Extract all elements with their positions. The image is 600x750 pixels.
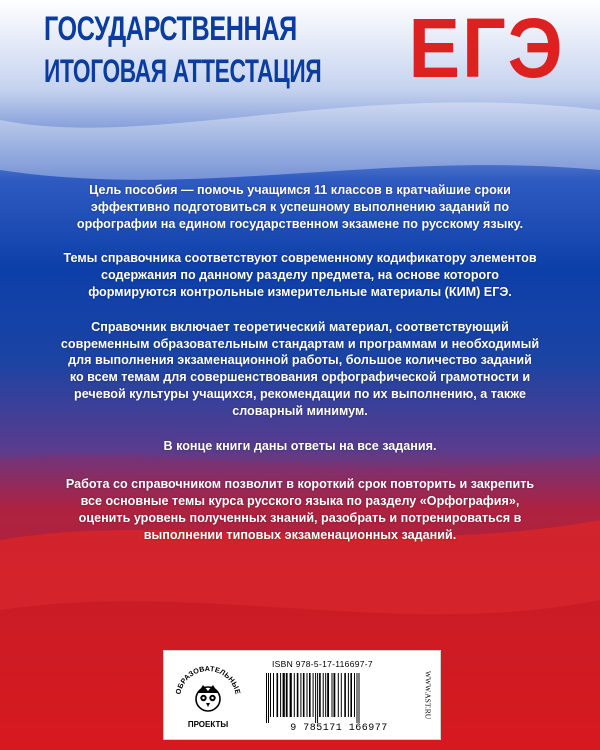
- barcode-bar: [268, 673, 269, 723]
- barcode-bar: [290, 673, 292, 717]
- barcode-bars: [264, 673, 414, 723]
- description-paragraph: Справочник включает теоретический материал, соответствующий современным образовательным стандартам и программам и необходимый для выполнения экзаменационной работы, большое количество заданий ко всем темам для совершенствования орфографической грамотности и речевой культуры учащихся, рекомендации по их выполнению, а также словарный минимум.: [60, 319, 540, 418]
- barcode-bar: [303, 673, 305, 717]
- barcode-bar: [338, 673, 339, 717]
- barcode-bar: [270, 673, 271, 717]
- owl-icon: [196, 685, 220, 711]
- publisher-logo-text-top: ОБРАЗОВАТЕЛЬНЫЕ: [173, 663, 243, 696]
- barcode-bar: [294, 673, 295, 717]
- barcode-bar: [332, 673, 333, 717]
- barcode-panel: [163, 650, 441, 740]
- publisher-logo-text-bottom: ПРОЕКТЫ: [187, 720, 229, 729]
- barcode-bar: [325, 673, 326, 717]
- barcode-bar: [350, 673, 352, 717]
- website-text: WWW.AST.RU: [423, 670, 433, 720]
- barcode-bar: [309, 673, 311, 717]
- description-paragraph: В конце книги даны ответы на все задания.: [163, 438, 437, 453]
- barcode-bar: [327, 673, 329, 717]
- publisher-logo: [168, 655, 248, 735]
- series-title-line2: ИТОГОВАЯ АТТЕСТАЦИЯ: [44, 53, 322, 89]
- barcode-bar: [266, 673, 267, 723]
- barcode-bar: [359, 673, 360, 723]
- barcode-number: 9 785171 166977: [290, 723, 388, 734]
- barcode-bar: [273, 673, 274, 717]
- description-text: [60, 182, 540, 562]
- description-paragraph: Работа со справочником позволит в короткий срок повторить и закрепить все основные темы курса русского языка по разделу «Орфография», оценить уровень полученных знаний, разобрать и потренироваться в выполнении типовых экзаменационных заданий.: [65, 477, 535, 542]
- barcode-bar: [286, 673, 288, 717]
- barcode-bar: [300, 673, 301, 717]
- barcode-bar: [317, 673, 318, 723]
- barcode-bar: [357, 673, 358, 723]
- isbn-label: ISBN 978-5-17-116697-7: [272, 659, 373, 669]
- barcode-bar: [354, 673, 355, 717]
- description-paragraph: Темы справочника соответствуют современному кодификатору элементов содержания по данному разделу предмета, на основе которого формируются контрольные измерительные материалы (КИМ) ЕГЭ.: [63, 251, 537, 299]
- description-paragraph: Цель пособия — помочь учащимся 11 классов в кратчайшие сроки эффективно подготовиться к успешному выполнению заданий по орфографии на едином государственном экзамене по русскому языку.: [76, 183, 524, 231]
- barcode-bar: [323, 673, 324, 717]
- barcode-bar: [334, 673, 336, 717]
- series-title-line1: ГОСУДАРСТВЕННАЯ: [44, 10, 297, 48]
- series-header: [44, 1, 564, 110]
- barcode-bar: [341, 673, 342, 717]
- barcode-bar: [307, 673, 308, 717]
- barcode-bar: [297, 673, 299, 717]
- ege-badge: ЕГЭ: [408, 1, 564, 95]
- website-vertical: [420, 659, 434, 731]
- barcode-bar: [315, 673, 316, 723]
- barcode-bar: [313, 673, 314, 717]
- barcode-bar: [283, 673, 285, 717]
- barcode-bar: [280, 673, 281, 717]
- barcode-bar: [319, 673, 321, 717]
- barcode-bar: [344, 673, 346, 717]
- barcode-bar: [348, 673, 349, 717]
- barcode-bar: [277, 673, 279, 717]
